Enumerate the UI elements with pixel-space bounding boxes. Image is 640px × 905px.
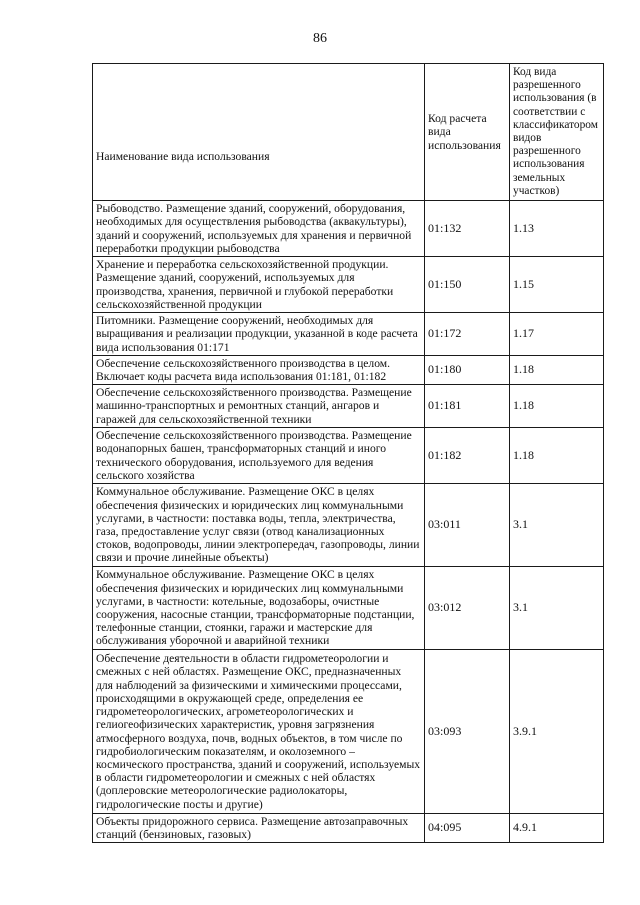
classifier-code-cell: 1.18 [510, 356, 604, 385]
classifier-code-cell: 1.13 [510, 201, 604, 257]
usage-name-cell: Объекты придорожного сервиса. Размещение автозаправочных станций (бензиновых, газовых) [93, 814, 425, 843]
calculation-code-cell: 03:012 [425, 567, 510, 650]
header-usage-name: Наименование вида использования [93, 64, 425, 201]
classifier-code-cell: 1.15 [510, 257, 604, 313]
calculation-code-cell: 01:132 [425, 201, 510, 257]
table-row [93, 313, 604, 356]
classifier-code-cell: 1.18 [510, 385, 604, 428]
calculation-code-cell: 04:095 [425, 814, 510, 843]
usage-name-cell: Рыбоводство. Размещение зданий, сооружений, оборудования, необходимых для осуществления рыбоводства (аквакультуры), зданий и сооружений, используемых для хранения и первичной переработки продукции рыбоводства [93, 201, 425, 257]
table-row [93, 484, 604, 567]
table-row [93, 385, 604, 428]
usage-name-cell: Обеспечение сельскохозяйственного производства. Размещение водонапорных башен, трансформаторных станций и иного технического оборудования, используемого для ведения сельского хозяйства [93, 428, 425, 484]
usage-name-cell: Питомники. Размещение сооружений, необходимых для выращивания и реализации продукции, указанной в коде расчета вида использования 01:171 [93, 313, 425, 356]
classifier-code-cell: 4.9.1 [510, 814, 604, 843]
table-row [93, 567, 604, 650]
calculation-code-cell: 03:011 [425, 484, 510, 567]
classifier-code-cell: 1.18 [510, 428, 604, 484]
header-classifier-code: Код вида разрешенного использования (в соответствии с классификатором видов разрешенного использования земельных участков) [510, 64, 604, 201]
usage-name-cell: Хранение и переработка сельскохозяйственной продукции. Размещение зданий, сооружений, используемых для производства, хранения, первичной и глубокой переработки сельскохозяйственной продукции [93, 257, 425, 313]
usage-name-cell: Обеспечение сельскохозяйственного производства. Размещение машинно-транспортных и ремонтных станций, ангаров и гаражей для сельскохозяйственной техники [93, 385, 425, 428]
calculation-code-cell: 01:181 [425, 385, 510, 428]
calculation-code-cell: 01:150 [425, 257, 510, 313]
usage-name-cell: Коммунальное обслуживание. Размещение ОКС в целях обеспечения физических и юридических лиц коммунальными услугами, в частности: котельные, водозаборы, очистные сооружения, насосные станции, трансформаторные подстанции, телефонные станции, стоянки, гаражи и мастерские для обслуживания уборочной и аварийной техники [93, 567, 425, 650]
usage-name-cell: Обеспечение сельскохозяйственного производства в целом. Включает коды расчета вида использования 01:181, 01:182 [93, 356, 425, 385]
classifier-code-cell: 1.17 [510, 313, 604, 356]
table-header-row [93, 64, 604, 201]
usage-name-cell: Обеспечение деятельности в области гидрометеорологии и смежных с ней областях. Размещение ОКС, предназначенных для наблюдений за физическими и химическими процессами, происходящими в окружающей среде, определения ее гидрометеорологических, агрометеорологических и гелиогеофизических характеристик, уровня загрязнения атмосферного воздуха, почв, водных объектов, в том числе по гидробиологическим показателям, и околоземного – космического пространства, зданий и сооружений, используемых в области гидрометеорологии и смежных с ней областях (доплеровские метеорологические радиолокаторы, гидрологические посты и другие) [93, 650, 425, 814]
classifier-code-cell: 3.1 [510, 567, 604, 650]
calculation-code-cell: 01:172 [425, 313, 510, 356]
table-row [93, 428, 604, 484]
table-row [93, 201, 604, 257]
classifier-code-cell: 3.1 [510, 484, 604, 567]
calculation-code-cell: 01:182 [425, 428, 510, 484]
classifier-code-cell: 3.9.1 [510, 650, 604, 814]
calculation-code-cell: 01:180 [425, 356, 510, 385]
header-calculation-code: Код расчета вида использования [425, 64, 510, 201]
land-use-table [92, 63, 604, 843]
table-row [93, 650, 604, 814]
table-row [93, 257, 604, 313]
page-number: 86 [313, 31, 327, 46]
usage-name-cell: Коммунальное обслуживание. Размещение ОКС в целях обеспечения физических и юридических лиц коммунальными услугами, в частности: поставка воды, тепла, электричества, газа, предоставление услуг связи (отвод канализационных стоков, водопроводы, линии электропередач, газопроводы, линии связи и прочие линейные объекты) [93, 484, 425, 567]
table-row [93, 356, 604, 385]
calculation-code-cell: 03:093 [425, 650, 510, 814]
table-row [93, 814, 604, 843]
